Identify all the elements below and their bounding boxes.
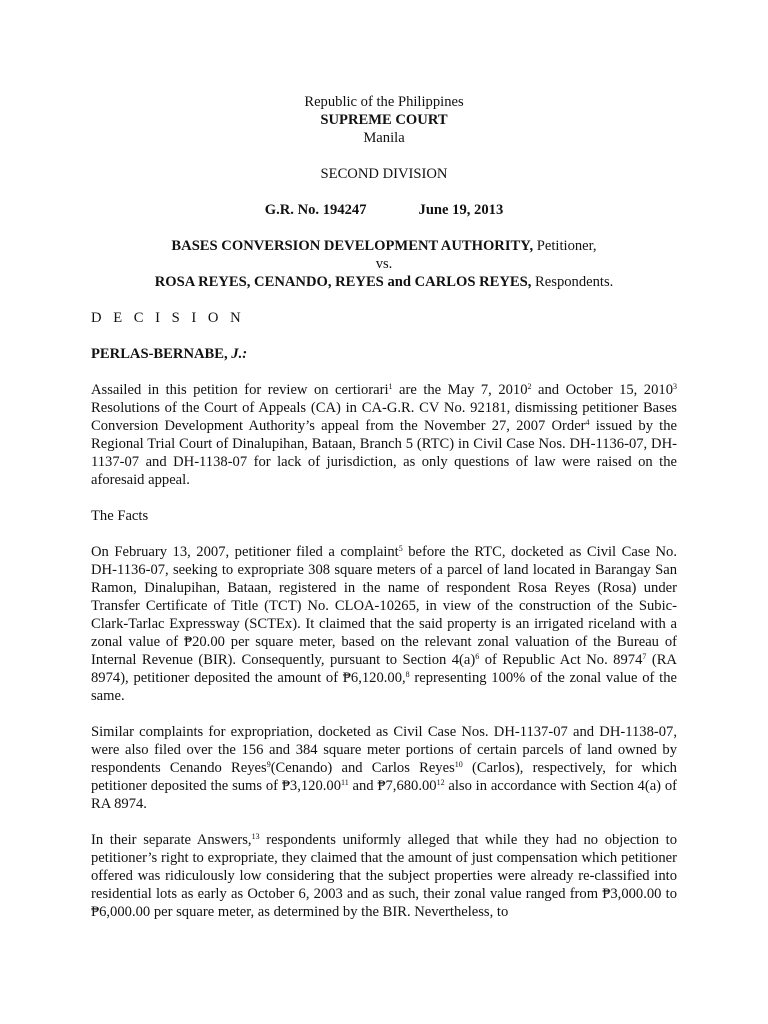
- paragraph-1: Assailed in this petition for review on certiorari$^1$ are the May 7, 2010$^2$ and October 15, 2010$^3$ Resolutions of the Court of Appeals (CA) in CA-G.R. CV No. 92181, dismissing petitioner Bases Conversion Development Authority’s appeal from the November 27, 2007 Order$^4$ issued by the Regional Trial Court of Dinalupihan, Bataan, Branch 5 (RTC) in Civil Case Nos. DH-1136-07, DH-1137-07 and DH-1138-07 for lack of jurisdiction, as only questions of law were raised on the aforesaid appeal.: [91, 382, 677, 488]
- decision-label: D E C I S I O N: [91, 310, 245, 326]
- footnote-ref-9[interactable]: 9: [266, 760, 271, 769]
- case-number-line: [91, 201, 677, 219]
- court-header: [91, 93, 677, 147]
- facts-heading: The Facts: [91, 508, 149, 524]
- petitioner-line: [91, 237, 677, 255]
- court-name: SUPREME COURT: [320, 112, 448, 128]
- respondent-role: Respondents.: [531, 274, 614, 290]
- respondent-names: ROSA REYES, CENANDO, REYES and CARLOS REYES,: [154, 274, 532, 290]
- paragraph-4: In their separate Answers,$^{13}$ respondents uniformly alleged that while they had no objection to petitioner’s right to expropriate, they claimed that the amount of just compensation which petitioner offered was ridiculously low considering that the subject properties were already re-classified into residential lots as early as October 6, 2003 and as such, their zonal value ranged from ₱3,000.00 to ₱6,000.00 per square meter, as determined by the BIR. Nevertheless, to: [91, 832, 677, 920]
- footnote-ref-1[interactable]: 1: [388, 382, 393, 391]
- footnote-ref-3[interactable]: 3: [673, 382, 677, 391]
- footnote-ref-7[interactable]: 7: [642, 652, 647, 661]
- footnote-ref-10[interactable]: 10: [454, 760, 463, 769]
- footnote-ref-6[interactable]: 6: [475, 652, 480, 661]
- respondent-line: [91, 273, 677, 291]
- case-parties: [91, 237, 677, 291]
- footnote-ref-12[interactable]: 12: [436, 778, 445, 787]
- court-city: Manila: [363, 130, 405, 146]
- paragraph-3: Similar complaints for expropriation, docketed as Civil Case Nos. DH-1137-07 and DH-1138-07, were also filed over the 156 and 384 square meter portions of certain parcels of land owned by respondents Cenando Reyes$^9$(Cenando) and Carlos Reyes$^{10}$ (Carlos), respectively, for which petitioner deposited the sums of ₱3,120.00$^{11}$ and ₱7,680.00$^{12}$ also in accordance with Section 4(a) of RA 8974.: [91, 724, 677, 812]
- versus-line: vs.: [375, 256, 393, 272]
- footnote-ref-8[interactable]: 8: [405, 670, 410, 679]
- petitioner-name: BASES CONVERSION DEVELOPMENT AUTHORITY,: [171, 238, 534, 254]
- petitioner-role: Petitioner,: [533, 238, 597, 254]
- ponente-title: J.:: [227, 346, 248, 362]
- footnote-ref-5[interactable]: 5: [398, 544, 403, 553]
- paragraph-2: On February 13, 2007, petitioner filed a complaint$^5$ before the RTC, docketed as Civil Case No. DH-1136-07, seeking to expropriate 308 square meters of a parcel of land located in Barangay San Ramon, Dinalupihan, Bataan, registered in the name of respondent Rosa Reyes (Rosa) under Transfer Certificate of Title (TCT) No. CLOA-10265, in view of the construction of the Subic-Clark-Tarlac Expressway (SCTEx). It claimed that the said property is an irrigated riceland with a zonal value of ₱20.00 per square meter, based on the relevant zonal valuation of the Bureau of Internal Revenue (BIR). Consequently, pursuant to Section $4(a)^6$ of Republic Act No. 8974$^7$ (RA 8974), petitioner deposited the amount of ₱6,120.00,$^8$ representing 100% of the zonal value of the same.: [91, 544, 678, 704]
- document-page: [91, 93, 677, 921]
- division-line: SECOND DIVISION: [320, 166, 448, 182]
- footnote-ref-2[interactable]: 2: [527, 382, 532, 391]
- ponente-line: [91, 345, 677, 363]
- decision-date: June 19, 2013: [418, 202, 504, 218]
- footnote-ref-11[interactable]: 11: [341, 778, 349, 787]
- ponente-name: PERLAS-BERNABE,: [91, 346, 228, 362]
- footnote-ref-13[interactable]: 13: [251, 832, 260, 841]
- republic-line: Republic of the Philippines: [304, 94, 464, 110]
- gr-number: G.R. No. 194247: [264, 202, 367, 218]
- footnote-ref-4[interactable]: 4: [585, 418, 590, 427]
